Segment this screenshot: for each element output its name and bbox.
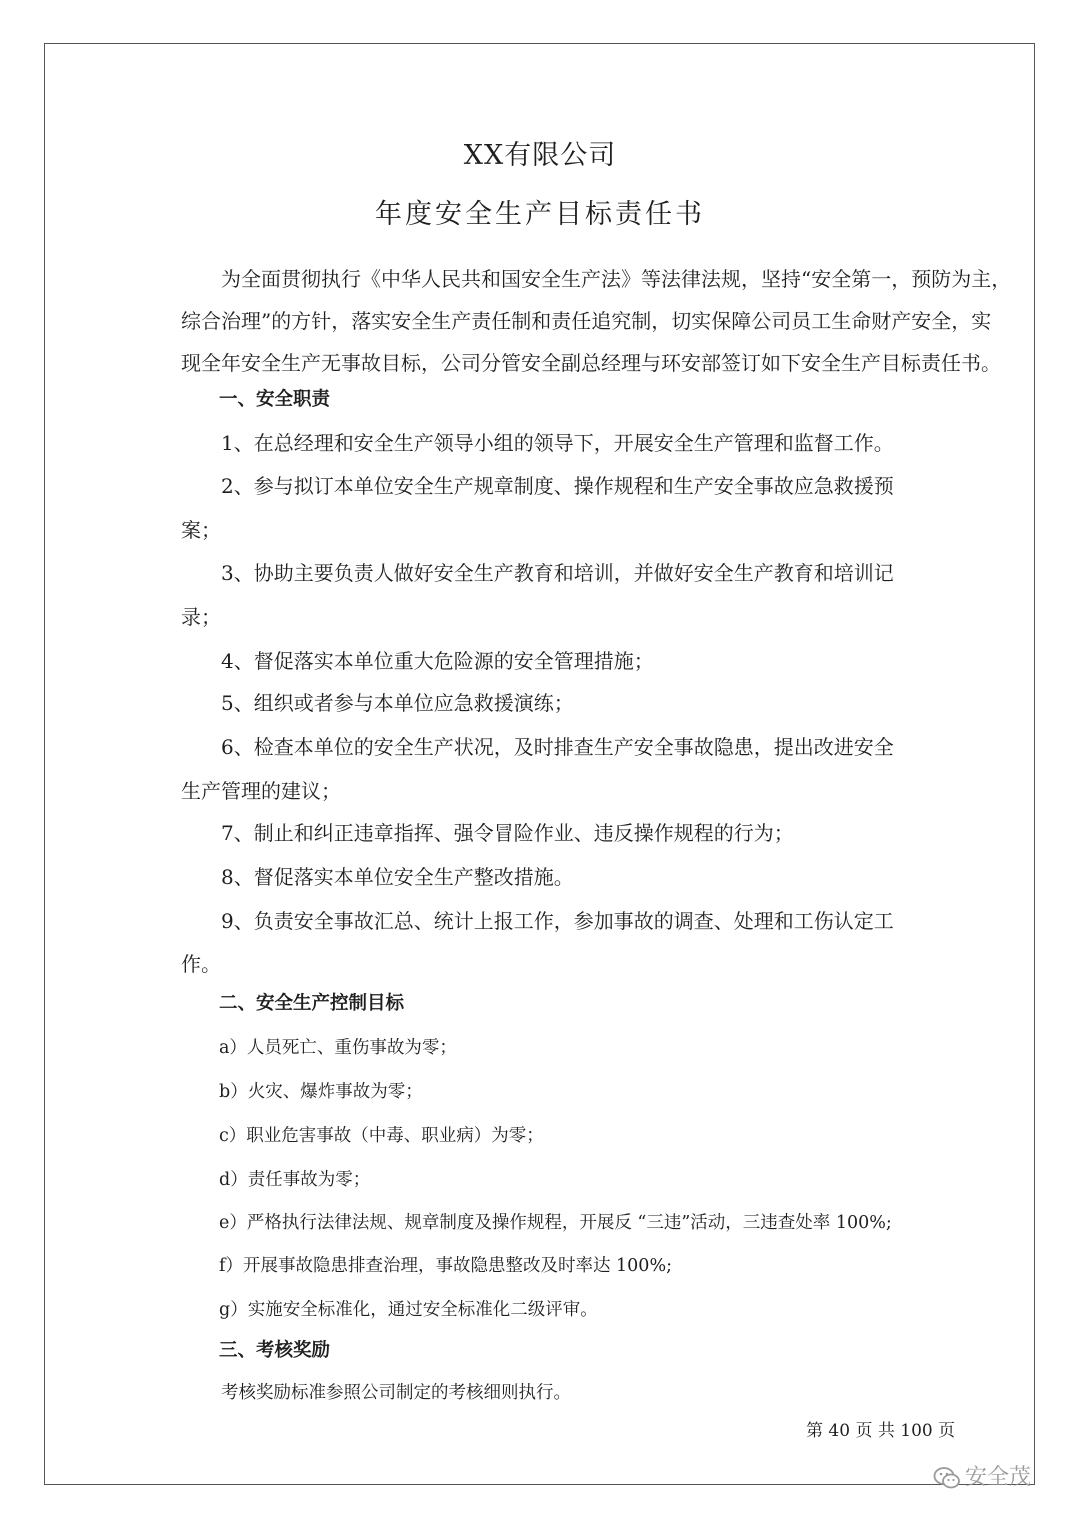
target-item: b）火灾、爆炸事故为零； [219,1082,423,1102]
target-item: e）严格执行法律法规、规章制度及操作规程，开展反 “三违”活动，三违查处率 100%; [219,1213,892,1233]
list-item: 1、在总经理和安全生产领导小组的领导下，开展安全生产管理和监督工作。 [221,431,894,455]
company-title: XX有限公司 [463,140,617,171]
section-heading-targets: 二、安全生产控制目标 [219,993,405,1014]
list-item-continuation: 案； [181,518,221,542]
target-item: a）人员死亡、重伤事故为零； [219,1038,457,1058]
list-item: 5、组织或者参与本单位应急救援演练； [221,691,574,715]
list-item: 3、协助主要负责人做好安全生产教育和培训，并做好安全生产教育和培训记 [221,561,894,585]
section-heading-rewards: 三、考核奖励 [219,1340,331,1361]
intro-line-1: 为全面贯彻执行《中华人民共和国安全生产法》等法律法规，坚持“安全第一，预防为主， [221,267,1012,291]
target-item: c）职业危害事故（中毒、职业病）为零； [219,1126,544,1146]
list-item-continuation: 录； [181,605,221,629]
wechat-icon [933,1466,961,1490]
list-item-continuation: 生产管理的建议； [181,779,341,803]
list-item: 9、负责安全事故汇总、统计上报工作，参加事故的调查、处理和工伤认定工 [221,909,894,933]
intro-line-2: 综合治理”的方针，落实安全生产责任制和责任追究制，切实保障公司员工生命财产安全，实 [181,309,992,333]
rewards-text: 考核奖励标准参照公司制定的考核细则执行。 [221,1383,571,1403]
list-item: 4、督促落实本单位重大危险源的安全管理措施； [221,649,654,673]
list-item-continuation: 作。 [181,952,221,976]
list-item: 8、督促落实本单位安全生产整改措施。 [221,865,574,889]
target-item: d）责任事故为零； [219,1170,371,1190]
watermark [933,1460,1031,1490]
section-heading-duties: 一、安全职责 [219,389,331,410]
target-item: f）开展事故隐患排查治理，事故隐患整改及时率达 100%; [219,1256,672,1276]
list-item: 6、检查本单位的安全生产状况，及时排查生产安全事故隐患，提出改进安全 [221,735,894,759]
list-item: 2、参与拟订本单位安全生产规章制度、操作规程和生产安全事故应急救援预 [221,474,894,498]
document-title: 年度安全生产目标责任书 [375,199,705,230]
intro-line-3: 现全年安全生产无事故目标，公司分管安全副总经理与环安部签订如下安全生产目标责任书。 [181,351,1001,375]
page-number: 第 40 页 共 100 页 [806,1421,956,1441]
target-item: g）实施安全标准化，通过安全标准化二级评审。 [219,1300,598,1320]
list-item: 7、制止和纠正违章指挥、强令冒险作业、违反操作规程的行为； [221,821,794,845]
watermark-text: 安全茂 [965,1465,1032,1490]
